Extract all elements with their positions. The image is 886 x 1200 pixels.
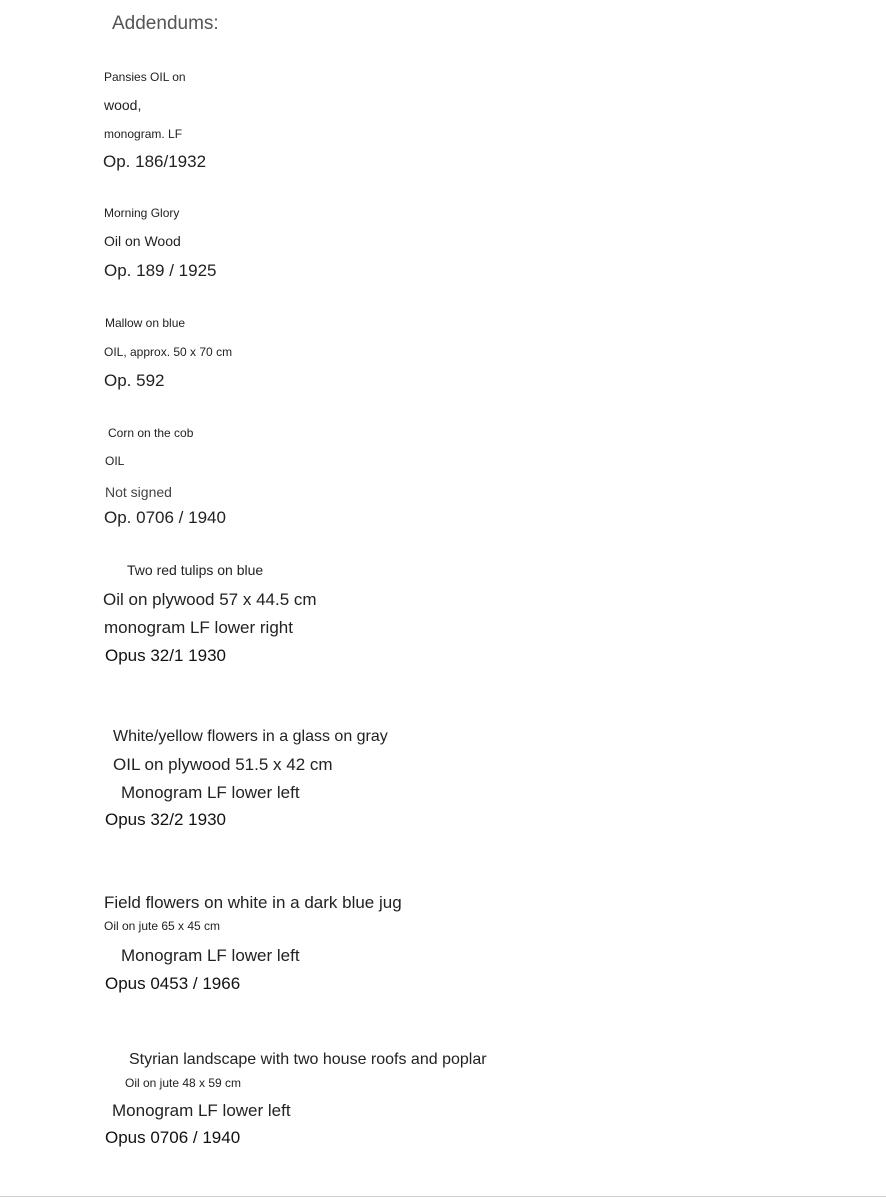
- entry-4-opus: Op. 0706 / 1940: [104, 508, 226, 527]
- entry-8-opus: Opus 0706 / 1940: [105, 1128, 241, 1147]
- entry-7-signature: Monogram LF lower left: [121, 946, 300, 965]
- entry-6-opus: Opus 32/2 1930: [105, 810, 226, 829]
- entry-1-opus: Op. 186/1932: [103, 152, 207, 171]
- entry-7-opus: Opus 0453 / 1966: [105, 974, 241, 993]
- entry-8-signature: Monogram LF lower left: [112, 1101, 291, 1120]
- entry-5-title: Two red tulips on blue: [127, 562, 264, 578]
- entry-2-opus: Op. 189 / 1925: [104, 261, 217, 280]
- entry-6-signature: Monogram LF lower left: [121, 783, 300, 802]
- entry-7-medium: Oil on jute 65 x 45 cm: [104, 919, 221, 933]
- entry-6-medium: OIL on plywood 51.5 x 42 cm: [113, 755, 333, 774]
- entry-1-title: Pansies OIL on: [104, 70, 186, 84]
- entry-3-title: Mallow on blue: [105, 316, 186, 330]
- entry-4-signature: Not signed: [105, 484, 172, 500]
- page-bottom-divider: [0, 1196, 886, 1197]
- entry-5-opus: Opus 32/1 1930: [105, 646, 226, 665]
- entry-5-medium: Oil on plywood 57 x 44.5 cm: [103, 590, 317, 609]
- entry-7-title: Field flowers on white in a dark blue jug: [104, 893, 402, 912]
- entry-4-medium: OIL: [105, 454, 125, 468]
- entry-8-medium: Oil on jute 48 x 59 cm: [125, 1076, 242, 1090]
- entry-8-title: Styrian landscape with two house roofs and poplar: [129, 1051, 487, 1068]
- entry-3-opus: Op. 592: [104, 371, 165, 390]
- entry-1-signature: monogram. LF: [104, 127, 183, 141]
- entry-5-signature: monogram LF lower right: [104, 618, 293, 637]
- entry-2-title: Morning Glory: [104, 206, 180, 220]
- entry-3-medium: OIL, approx. 50 x 70 cm: [104, 345, 233, 359]
- entry-1-medium: wood,: [104, 97, 142, 113]
- entry-4-title: Corn on the cob: [108, 426, 194, 440]
- entry-6-title: White/yellow flowers in a glass on gray: [113, 728, 388, 745]
- entry-2-medium: Oil on Wood: [104, 233, 181, 249]
- page-heading: Addendums:: [112, 13, 219, 34]
